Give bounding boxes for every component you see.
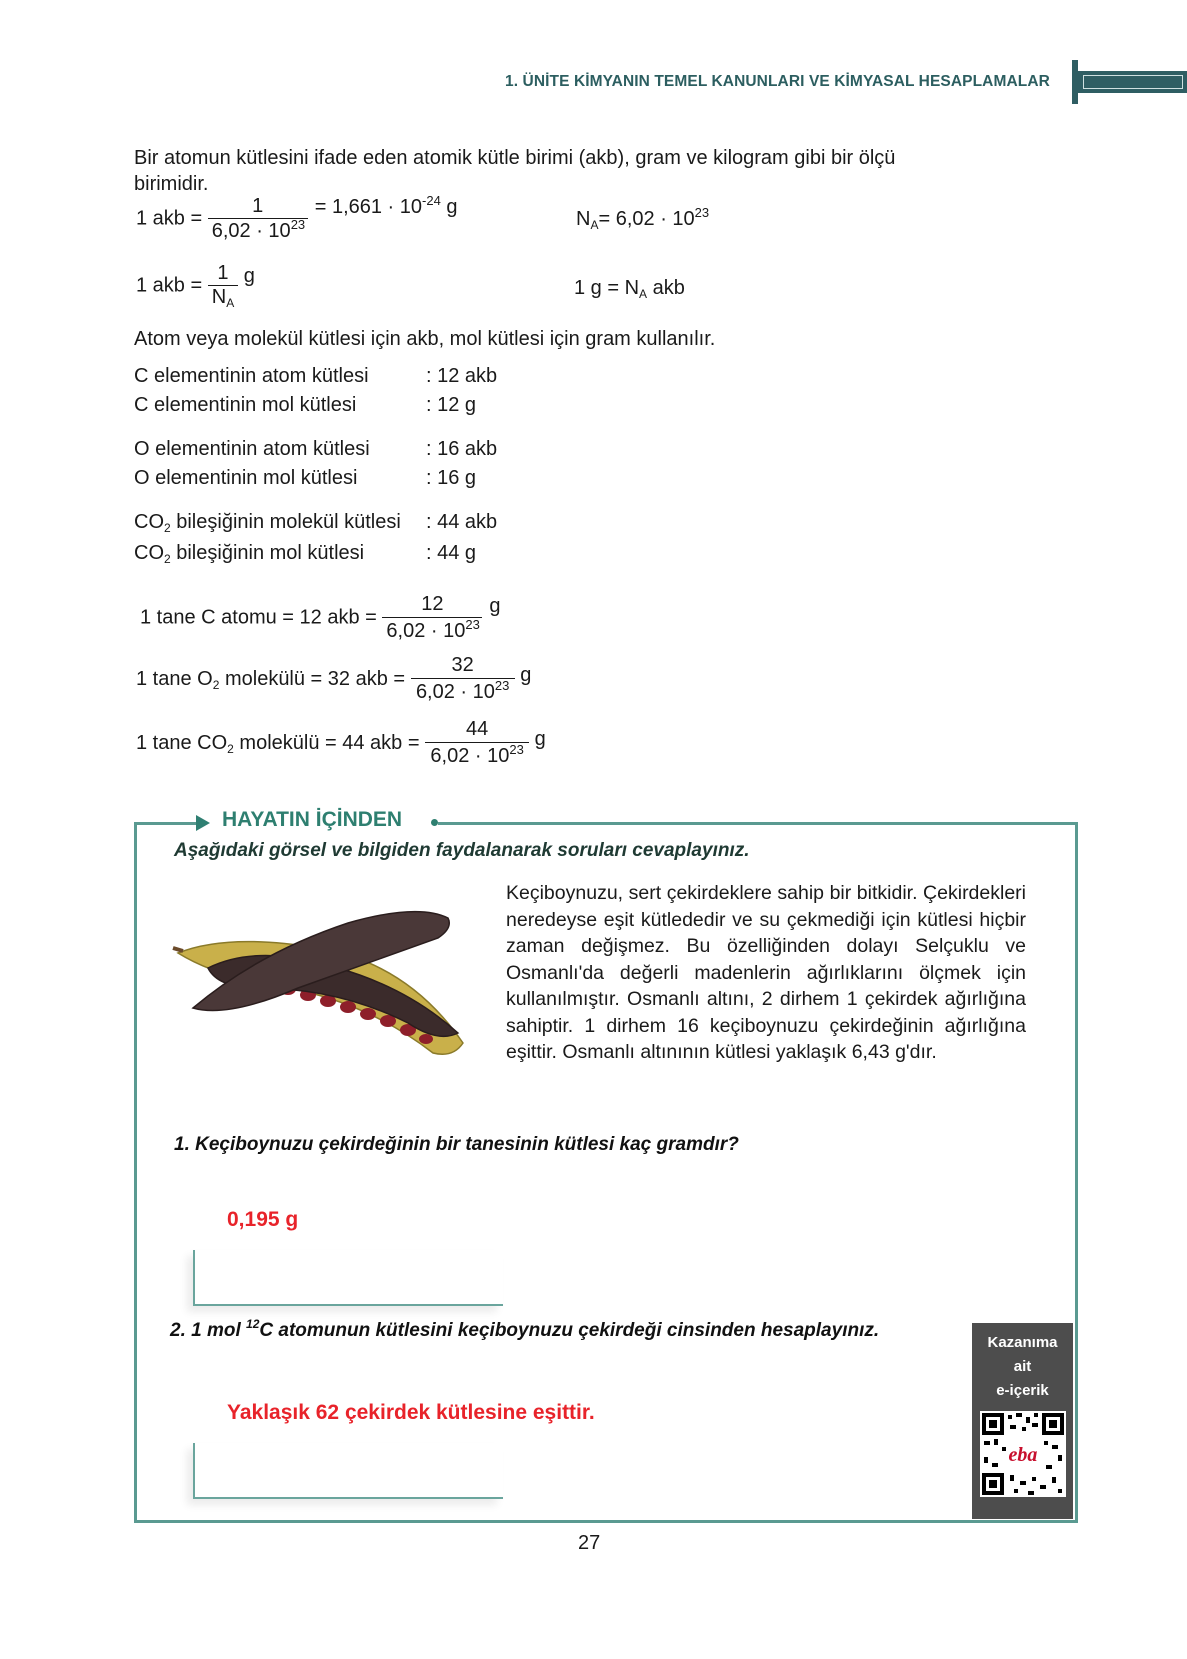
chapter-header-title: 1. ÜNİTE KİMYANIN TEMEL KANUNLARI VE KİMYASAL HESAPLAMALAR <box>505 73 1050 90</box>
mass-row-label: $CO_2$ bileşiğinin molekül kütlesi <box>134 511 401 535</box>
carob-pods-image <box>168 893 473 1063</box>
usage-text: Atom veya molekül kütlesi için akb, mol kütlesi için gram kullanılır. <box>134 328 716 350</box>
econtent-panel[interactable] <box>972 1323 1073 1519</box>
mass-row-value: : 16 g <box>426 467 477 489</box>
box-border-top-right <box>438 822 1078 825</box>
mass-row-value: : 44 g <box>426 542 477 564</box>
formula-akb-na: 1 akb = $\frac{1}{N_A}$ g <box>136 262 255 310</box>
intro-line-1: Bir atomun kütlesini ifade eden atomik kütle birimi (akb), gram ve kilogram gibi bir ölçü <box>134 147 896 169</box>
arrow-right-icon <box>196 815 210 831</box>
mass-row-label: C elementinin mol kütlesi <box>134 394 357 416</box>
header-decoration <box>1072 60 1187 104</box>
example-oxygen-molecule: 1 tane $O_2$ molekülü = 32 akb = $\frac{32}{6,02 \cdot 10^{23}}$ g <box>136 654 532 703</box>
mass-row-value: : 16 akb <box>426 438 498 460</box>
intro-line-2: birimidir. <box>134 173 209 195</box>
question-2: 2. 1 mol $^{12}$C atomunun kütlesini keçiboynuzu çekirdeği cinsinden hesaplayınız. <box>170 1317 880 1341</box>
page-number: 27 <box>578 1532 601 1554</box>
answer-1: 0,195 g <box>227 1208 299 1231</box>
answer-1-box[interactable] <box>193 1250 503 1306</box>
answer-2: Yaklaşık 62 çekirdek kütlesine eşittir. <box>227 1401 595 1424</box>
econtent-label-2: ait <box>1013 1358 1032 1375</box>
formula-gram-akb: 1 $g = N_A$ akb <box>574 277 685 301</box>
mass-row-label: C elementinin atom kütlesi <box>134 365 369 387</box>
box-border-top-left <box>134 822 200 825</box>
qr-code-icon[interactable] <box>980 1411 1066 1497</box>
example-carbon-atom: 1 tane C atomu = 12 akb = $\frac{12}{6,02 \cdot 10^{23}}$ g <box>140 593 501 642</box>
formula-avogadro: $N_A= 6,02 \cdot 10^{23}$ <box>576 205 710 232</box>
question-1: 1. Keçiboynuzu çekirdeğinin bir tanesinin kütlesi kaç gramdır? <box>174 1134 739 1155</box>
mass-row-label: O elementinin atom kütlesi <box>134 438 370 460</box>
svg-text:eba: eba <box>1008 1444 1037 1466</box>
bullet-dot-icon <box>431 819 438 826</box>
econtent-label-3: e-içerik <box>996 1382 1049 1399</box>
answer-2-box[interactable] <box>193 1443 503 1499</box>
mass-row-value: : 12 g <box>426 394 477 416</box>
mass-row-value: : 44 akb <box>426 511 498 533</box>
box-instruction: Aşağıdaki görsel ve bilgiden faydalanarak soruları cevaplayınız. <box>174 840 750 861</box>
mass-row-label: $CO_2$ bileşiğinin mol kütlesi <box>134 542 365 566</box>
mass-row-value: : 12 akb <box>426 365 498 387</box>
econtent-label-1: Kazanıma <box>987 1334 1058 1351</box>
example-co2-molecule: 1 tane $CO_2$ molekülü = 44 akb = $\frac{44}{6,02 \cdot 10^{23}}$ g <box>136 718 546 767</box>
mass-row-label: O elementinin mol kütlesi <box>134 467 358 489</box>
carob-paragraph: Keçiboynuzu, sert çekirdeklere sahip bir bitkidir. Çekirdekleri neredeyse eşit kütlededir ve su çekmediği için kütlesi hiçbir zaman değişmez. Bu özelliğinden dolayı Selçuklu ve Osmanlı'da değerli madenlerin ağırlıklarını ölçmek için kullanılmıştır. Osmanlı altını, 2 dirhem 1 çekirdek ağırlığına sahiptir. 1 dirhem 16 keçiboynuzu çekirdeğinin ağırlığına eşittir. Osmanlı altınının kütlesi yaklaşık 6,43 g'dır. <box>506 882 1026 1063</box>
formula-akb-definition: 1 akb = $\frac{1}{6,02 \cdot 10^{23}}$ = $1,661 \cdot 10^{-24}$ g <box>136 192 458 242</box>
box-title: HAYATIN İÇİNDEN <box>222 808 403 831</box>
